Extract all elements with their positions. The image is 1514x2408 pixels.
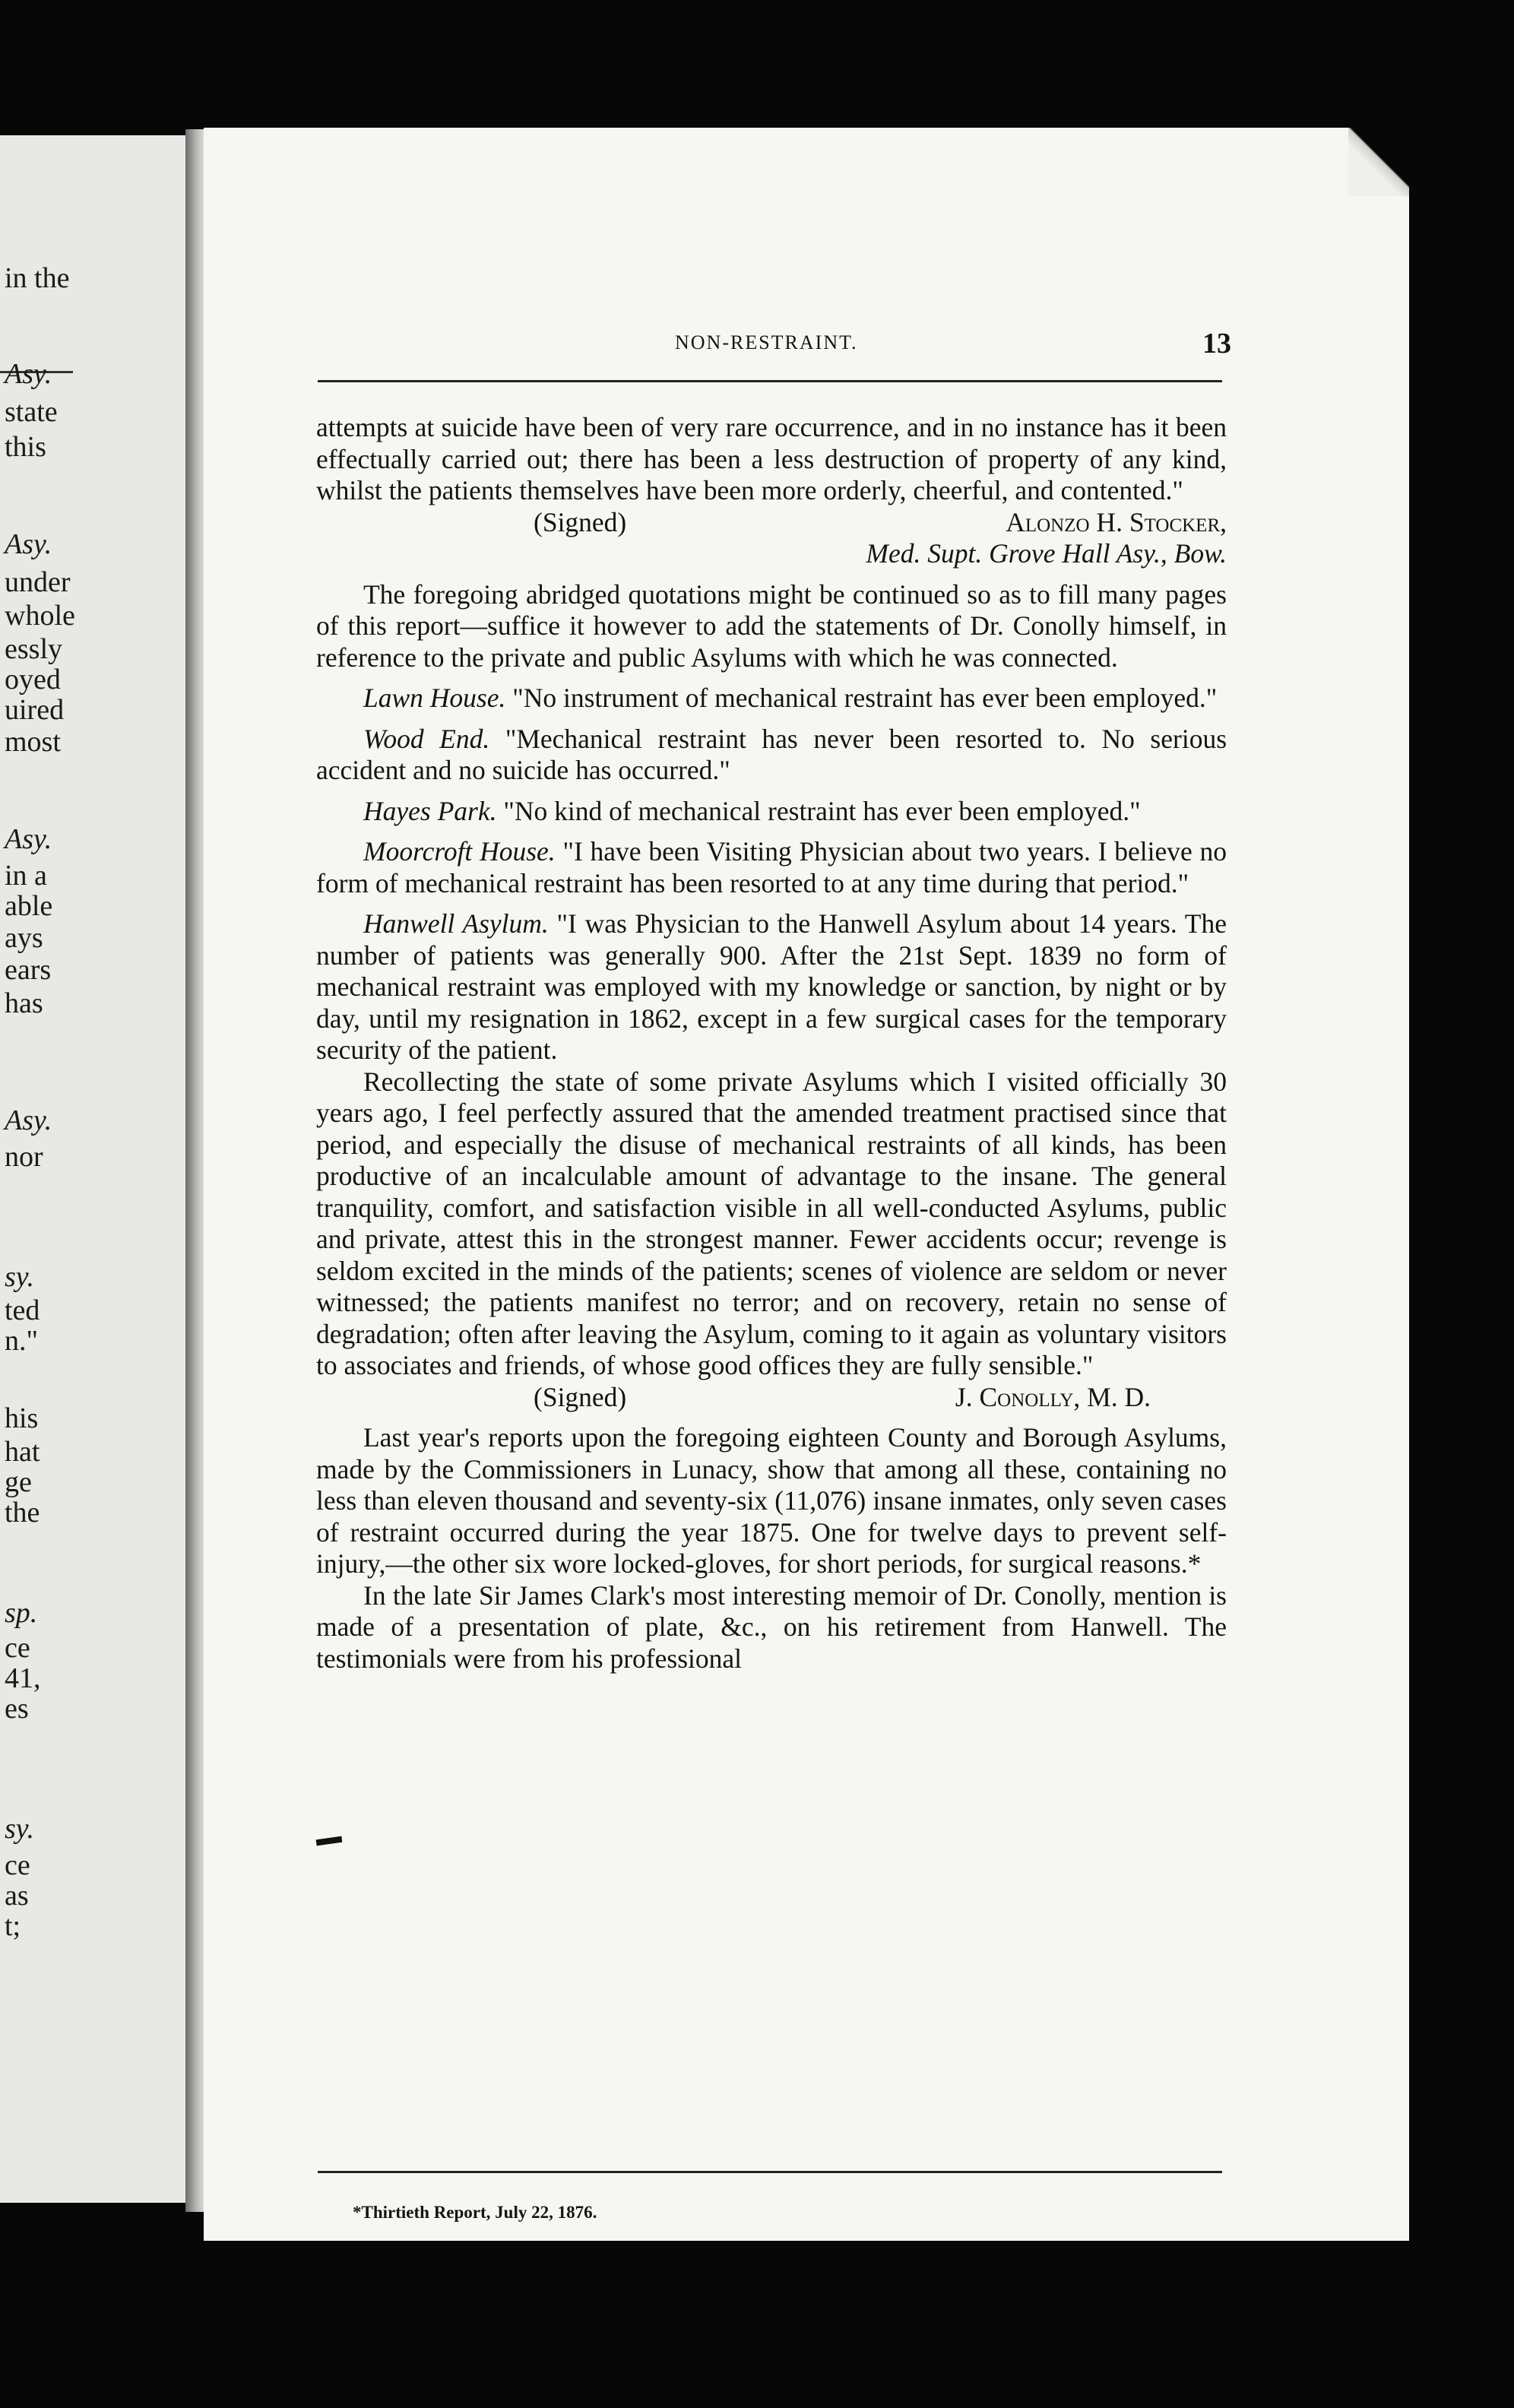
left-page-fragment: sy. [5, 1261, 35, 1293]
left-page-fragment: Asy. [5, 823, 52, 855]
running-header: NON-RESTRAINT. [675, 331, 858, 353]
paragraph-hayes-park [316, 796, 1227, 828]
left-page-fragment: state [5, 396, 58, 428]
left-page-fragment: essly [5, 633, 62, 665]
footnote-rule [318, 2171, 1222, 2173]
left-page-fragment: under [5, 566, 71, 598]
signed-label: (Signed) [534, 506, 627, 537]
institution-label: Moorcroft House. [363, 836, 556, 867]
left-page-fragment: as [5, 1880, 29, 1912]
signatory-name: J. Conolly, M. D. [955, 1381, 1151, 1412]
body-text [316, 412, 1227, 1675]
left-page-fragment: Asy. [5, 1104, 52, 1136]
printer-mark [316, 1836, 343, 1846]
left-page-fragment: ays [5, 922, 43, 954]
left-page-fragment: ted [5, 1294, 40, 1326]
left-page-fragment: ge [5, 1466, 32, 1498]
institution-label: Lawn House. [363, 683, 506, 713]
left-page-fragment: whole [5, 600, 75, 632]
left-page-fragment: the [5, 1497, 40, 1529]
left-page-fragment: in a [5, 860, 47, 892]
quote-text: "No instrument of mechanical restraint has ever been employed." [505, 683, 1218, 713]
paragraph-wood-end [316, 724, 1227, 787]
quote-text: "No kind of mechanical restraint has ever been employed." [496, 795, 1141, 826]
page-corner [1348, 128, 1409, 196]
left-page-fragment: sp. [5, 1597, 38, 1629]
signatory-title-line [316, 538, 1227, 570]
left-page-edge [0, 135, 185, 2203]
signature-conolly [316, 1382, 1227, 1414]
paragraph-hanwell-asylum [316, 908, 1227, 1066]
left-page-fragment: sy. [5, 1813, 35, 1845]
paragraph-moorcroft-house [316, 836, 1227, 899]
left-page-fragment: nor [5, 1141, 43, 1173]
left-page-fragment: his [5, 1402, 39, 1434]
institution-label: Hayes Park. [363, 795, 497, 826]
quote-text: "I have been Visiting Physician about two years. I believe no form of mechanical restraint has been resorted to at any time during that period." [316, 836, 1227, 898]
left-page-fragment: hat [5, 1436, 40, 1468]
institution-label: Hanwell Asylum. [363, 908, 549, 939]
paragraph-last-year: Last year's reports upon the foregoing eighteen County and Borough Asylums, made by the Commissioners in Lunacy, show that among all these, containing no less than eleven thousand and seventy-six (11,076) insane inmates, only seven cases of restraint occurred during the year 1875. One for twelve days to prevent self-injury,—the other six wore locked-gloves, for short periods, for surgical reasons.* [316, 1422, 1227, 1579]
left-page-fragment: es [5, 1693, 29, 1725]
paragraph-james-clark: In the late Sir James Clark's most interesting memoir of Dr. Conolly, mention is made of a presentation of plate, &c., on his retirement from Hanwell. The testimonials were from his professional [316, 1579, 1227, 1674]
left-page-fragment: able [5, 890, 53, 922]
signatory-title: Med. Supt. Grove Hall Asy., Bow. [866, 538, 1227, 569]
left-page-fragment: n." [5, 1325, 39, 1357]
paragraph-foregoing: The foregoing abridged quotations might be continued so as to fill many pages of this report—suffice it however to add the statements of Dr. Conolly himself, in reference to the private and public Asylums with which he was connected. [316, 578, 1227, 673]
left-page-fragment: uired [5, 694, 65, 726]
left-page-fragment: 41, [5, 1662, 41, 1694]
page-number: 13 [1202, 328, 1231, 360]
page-13 [204, 128, 1409, 2241]
paragraph-recollecting: Recollecting the state of some private Asylums which I visited officially 30 years ago, I feel perfectly assured that the amended treatment practised since that period, and especially the disuse of mechanical restraints of all kinds, has been productive of an incalculable amount of advantage to the insane. The general tranquility, comfort, and satisfaction visible in all well-conducted Asylums, public and private, attest this in the strongest manner. Fewer accidents occur; revenge is seldom excited in the minds of the patients; scenes of violence are seldom or never witnessed; the patients manifest no terror; and on recovery, retain no sense of degradation; often after leaving the Asylum, coming to it again as voluntary visitors to associates and friends, of whose good offices they are fully sensible." [316, 1066, 1227, 1380]
left-page-fragment: has [5, 987, 43, 1019]
left-page-fragment: this [5, 431, 46, 463]
left-page-fragment: t; [5, 1910, 21, 1942]
signature-stocker [316, 507, 1227, 539]
left-page-fragment: in the [5, 262, 70, 294]
institution-label: Wood End. [363, 723, 490, 754]
quote-text: "Mechanical restraint has never been resorted to. No serious accident and no suicide has occurred." [316, 723, 1227, 785]
signatory-name: Alonzo H. Stocker, [1006, 506, 1227, 537]
signed-label: (Signed) [534, 1381, 627, 1412]
header-rule [318, 380, 1222, 382]
footnote: *Thirtieth Report, July 22, 1876. [353, 2203, 597, 2222]
left-page-fragment: oyed [5, 664, 61, 695]
left-page-fragment: ce [5, 1632, 30, 1664]
left-page-fragment: Asy. [5, 358, 52, 390]
paragraph-lawn-house [316, 683, 1227, 714]
paragraph-continued: attempts at suicide have been of very rare occurrence, and in no instance has it been effectually carried out; there has been a less destruction of property of any kind, whilst the patients themselves have been more orderly, cheerful, and contented." [316, 412, 1227, 505]
book-gutter [185, 129, 204, 2212]
left-page-fragment: Asy. [5, 528, 52, 560]
left-page-fragment: ce [5, 1849, 30, 1881]
left-page-fragment: most [5, 726, 61, 758]
left-page-fragment: ears [5, 954, 52, 986]
quote-text: "I was Physician to the Hanwell Asylum about 14 years. The number of patients was generally 900. After the 21st Sept. 1839 no form of mechanical restraint was employed with my knowledge or sanction, by night or by day, until my resignation in 1862, except in a few surgical cases for the temporary security of the patient. [316, 908, 1227, 1065]
